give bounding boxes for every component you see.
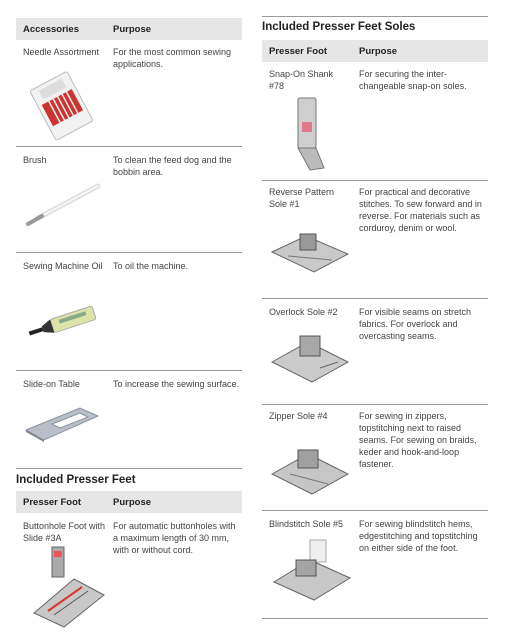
header-purpose: Purpose [113, 496, 152, 508]
needle-pack-icon [26, 70, 96, 140]
header-accessories: Accessories [23, 23, 79, 35]
table-row [262, 298, 488, 405]
item-purpose: To increase the sewing surface. [113, 379, 240, 389]
item-name: Overlock Sole #2 [269, 307, 338, 317]
table-row [262, 404, 488, 511]
item-purpose: For the most common sewing applications. [113, 47, 232, 69]
item-name: Buttonhole Foot with Slide #3A [23, 521, 106, 543]
table-row [16, 513, 242, 633]
header-presser-foot: Presser Foot [269, 45, 328, 57]
item-purpose: For securing the inter-changeable snap-on soles. [359, 69, 467, 91]
item-name: Needle Assortment [23, 47, 100, 57]
accessories-header [16, 18, 242, 40]
item-purpose: For sewing in zippers, topstitching next to raised seams. For sewing on braids, keder and hook-and-loop fastener. [359, 411, 477, 469]
zipper-sole-icon [268, 444, 352, 500]
item-purpose: To clean the feed dog and the bobbin area. [113, 155, 232, 177]
table-row [16, 370, 242, 469]
item-name: Zipper Sole #4 [269, 411, 328, 421]
item-name: Sewing Machine Oil [23, 261, 103, 271]
table-row [262, 510, 488, 619]
item-purpose: For practical and decorative stitches. To sew forward and in reverse. For materials such as corduroy, denim or wool. [359, 187, 482, 233]
reverse-pattern-sole-icon [268, 226, 352, 276]
item-name: Blindstitch Sole #5 [269, 519, 344, 529]
header-purpose: Purpose [359, 45, 398, 57]
presser-feet-header [16, 491, 242, 513]
item-name: Slide-on Table [23, 379, 80, 389]
buttonhole-foot-icon [24, 543, 110, 629]
item-name: Snap-On Shank #78 [269, 69, 334, 91]
brush-icon [24, 178, 104, 228]
table-row [262, 180, 488, 299]
item-purpose: For visible seams on stretch fabrics. For overlock and overcasting seams. [359, 307, 472, 341]
blindstitch-sole-icon [270, 538, 354, 608]
table-row [16, 40, 242, 147]
header-presser-foot: Presser Foot [23, 496, 82, 508]
header-purpose: Purpose [113, 23, 152, 35]
item-purpose: For automatic buttonholes with a maximum length of 30 mm, with or without cord. [113, 521, 236, 555]
oil-tube-icon [22, 304, 102, 344]
presser-feet-title: Included Presser Feet [16, 474, 136, 486]
presser-soles-title: Included Presser Feet Soles [262, 21, 416, 33]
snap-on-shank-icon [284, 96, 334, 176]
item-purpose: For sewing blindstitch hems, edgestitching and topstitching on either side of the foot. [359, 519, 478, 553]
table-row [262, 62, 488, 181]
slide-table-icon [22, 394, 102, 444]
item-name: Reverse Pattern Sole #1 [269, 187, 335, 209]
table-row [16, 146, 242, 253]
overlock-sole-icon [268, 328, 352, 388]
presser-soles-header [262, 40, 488, 62]
top-divider [262, 16, 488, 17]
item-name: Brush [23, 155, 47, 165]
table-row [16, 252, 242, 371]
item-purpose: To oil the machine. [113, 261, 189, 271]
